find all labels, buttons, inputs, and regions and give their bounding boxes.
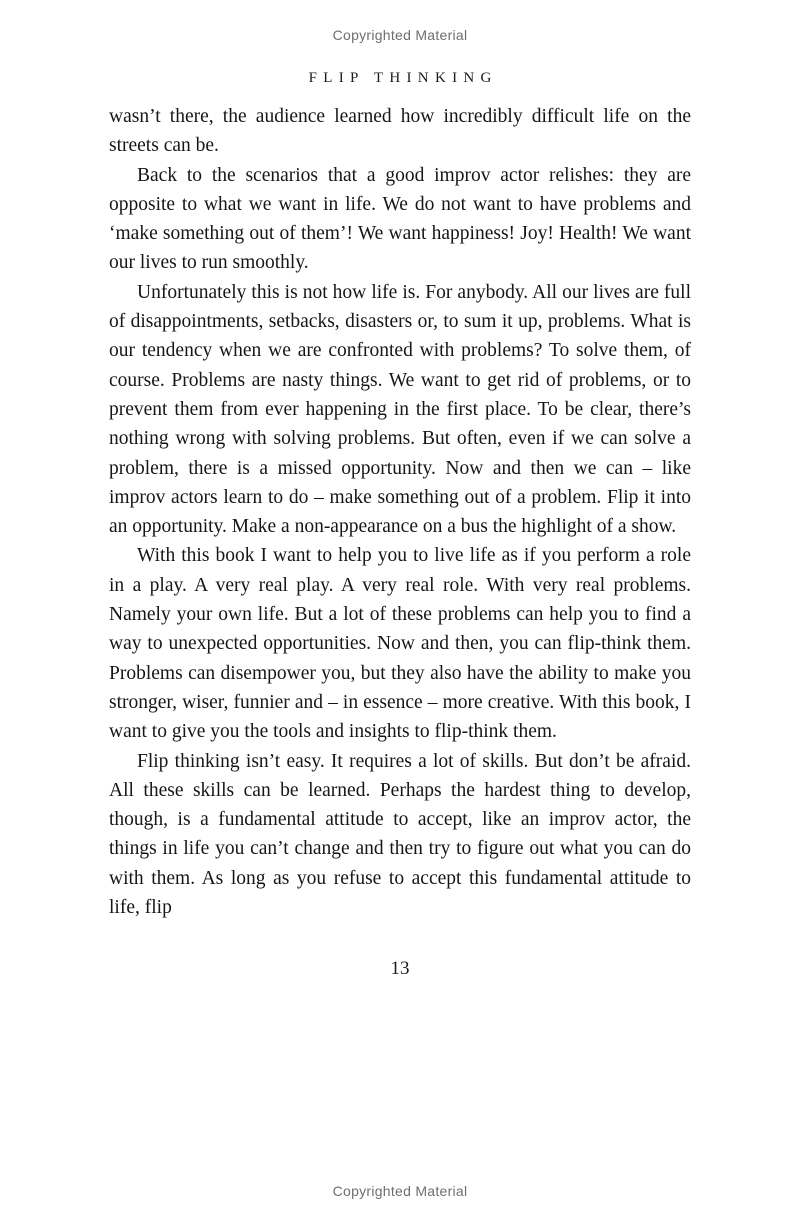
paragraph: With this book I want to help you to live life as if you perform a role in a play. A very real play. A very real role. With very real problems. Namely your own life. But a lot of these problems can help you to find a way to unexpected opportunities. Now and then, you can flip-think them. Problems can disempower you, but they also have the ability to make you stronger, wiser, funnier and – in essence – more creative. With this book, I want to give you the tools and insights to flip-think them.	[109, 545, 691, 743]
paragraph: wasn’t there, the audience learned how incredibly difficult life on the streets can be.	[109, 106, 691, 157]
paragraph: Back to the scenarios that a good improv actor relishes: they are opposite to what we want in life. We do not want to have problems and ‘make something out of them’! We want happiness! Joy! Health! We want our lives to run smoothly.	[109, 164, 691, 274]
body-text-block	[109, 102, 691, 922]
copyright-notice-top: Copyrighted Material	[332, 27, 468, 43]
running-header: FLIP THINKING	[308, 70, 498, 86]
copyright-notice-bottom: Copyrighted Material	[332, 1183, 468, 1199]
paragraph: Flip thinking isn’t easy. It requires a lot of skills. But don’t be afraid. All these skills can be learned. Perhaps the hardest thing to develop, though, is a fundamental attitude to accept, like an improv actor, the things in life you can’t change and then try to figure out what you can do with them. As long as you refuse to accept this fundamental attitude to life, flip	[109, 750, 691, 919]
page-number: 13	[390, 958, 410, 980]
paragraph: Unfortunately this is not how life is. For anybody. All our lives are full of disappointments, setbacks, disasters or, to sum it up, problems. What is our tendency when we are confronted with problems? To solve them, of course. Problems are nasty things. We want to get rid of problems, or to prevent them from ever happening in the first place. To be clear, there’s nothing wrong with solving problems. But often, even if we can solve a problem, there is a missed opportunity. Now and then we can – like improv actors learn to do – make something out of a problem. Flip it into an opportunity. Make a non-appearance on a bus the highlight of a show.	[109, 281, 691, 538]
